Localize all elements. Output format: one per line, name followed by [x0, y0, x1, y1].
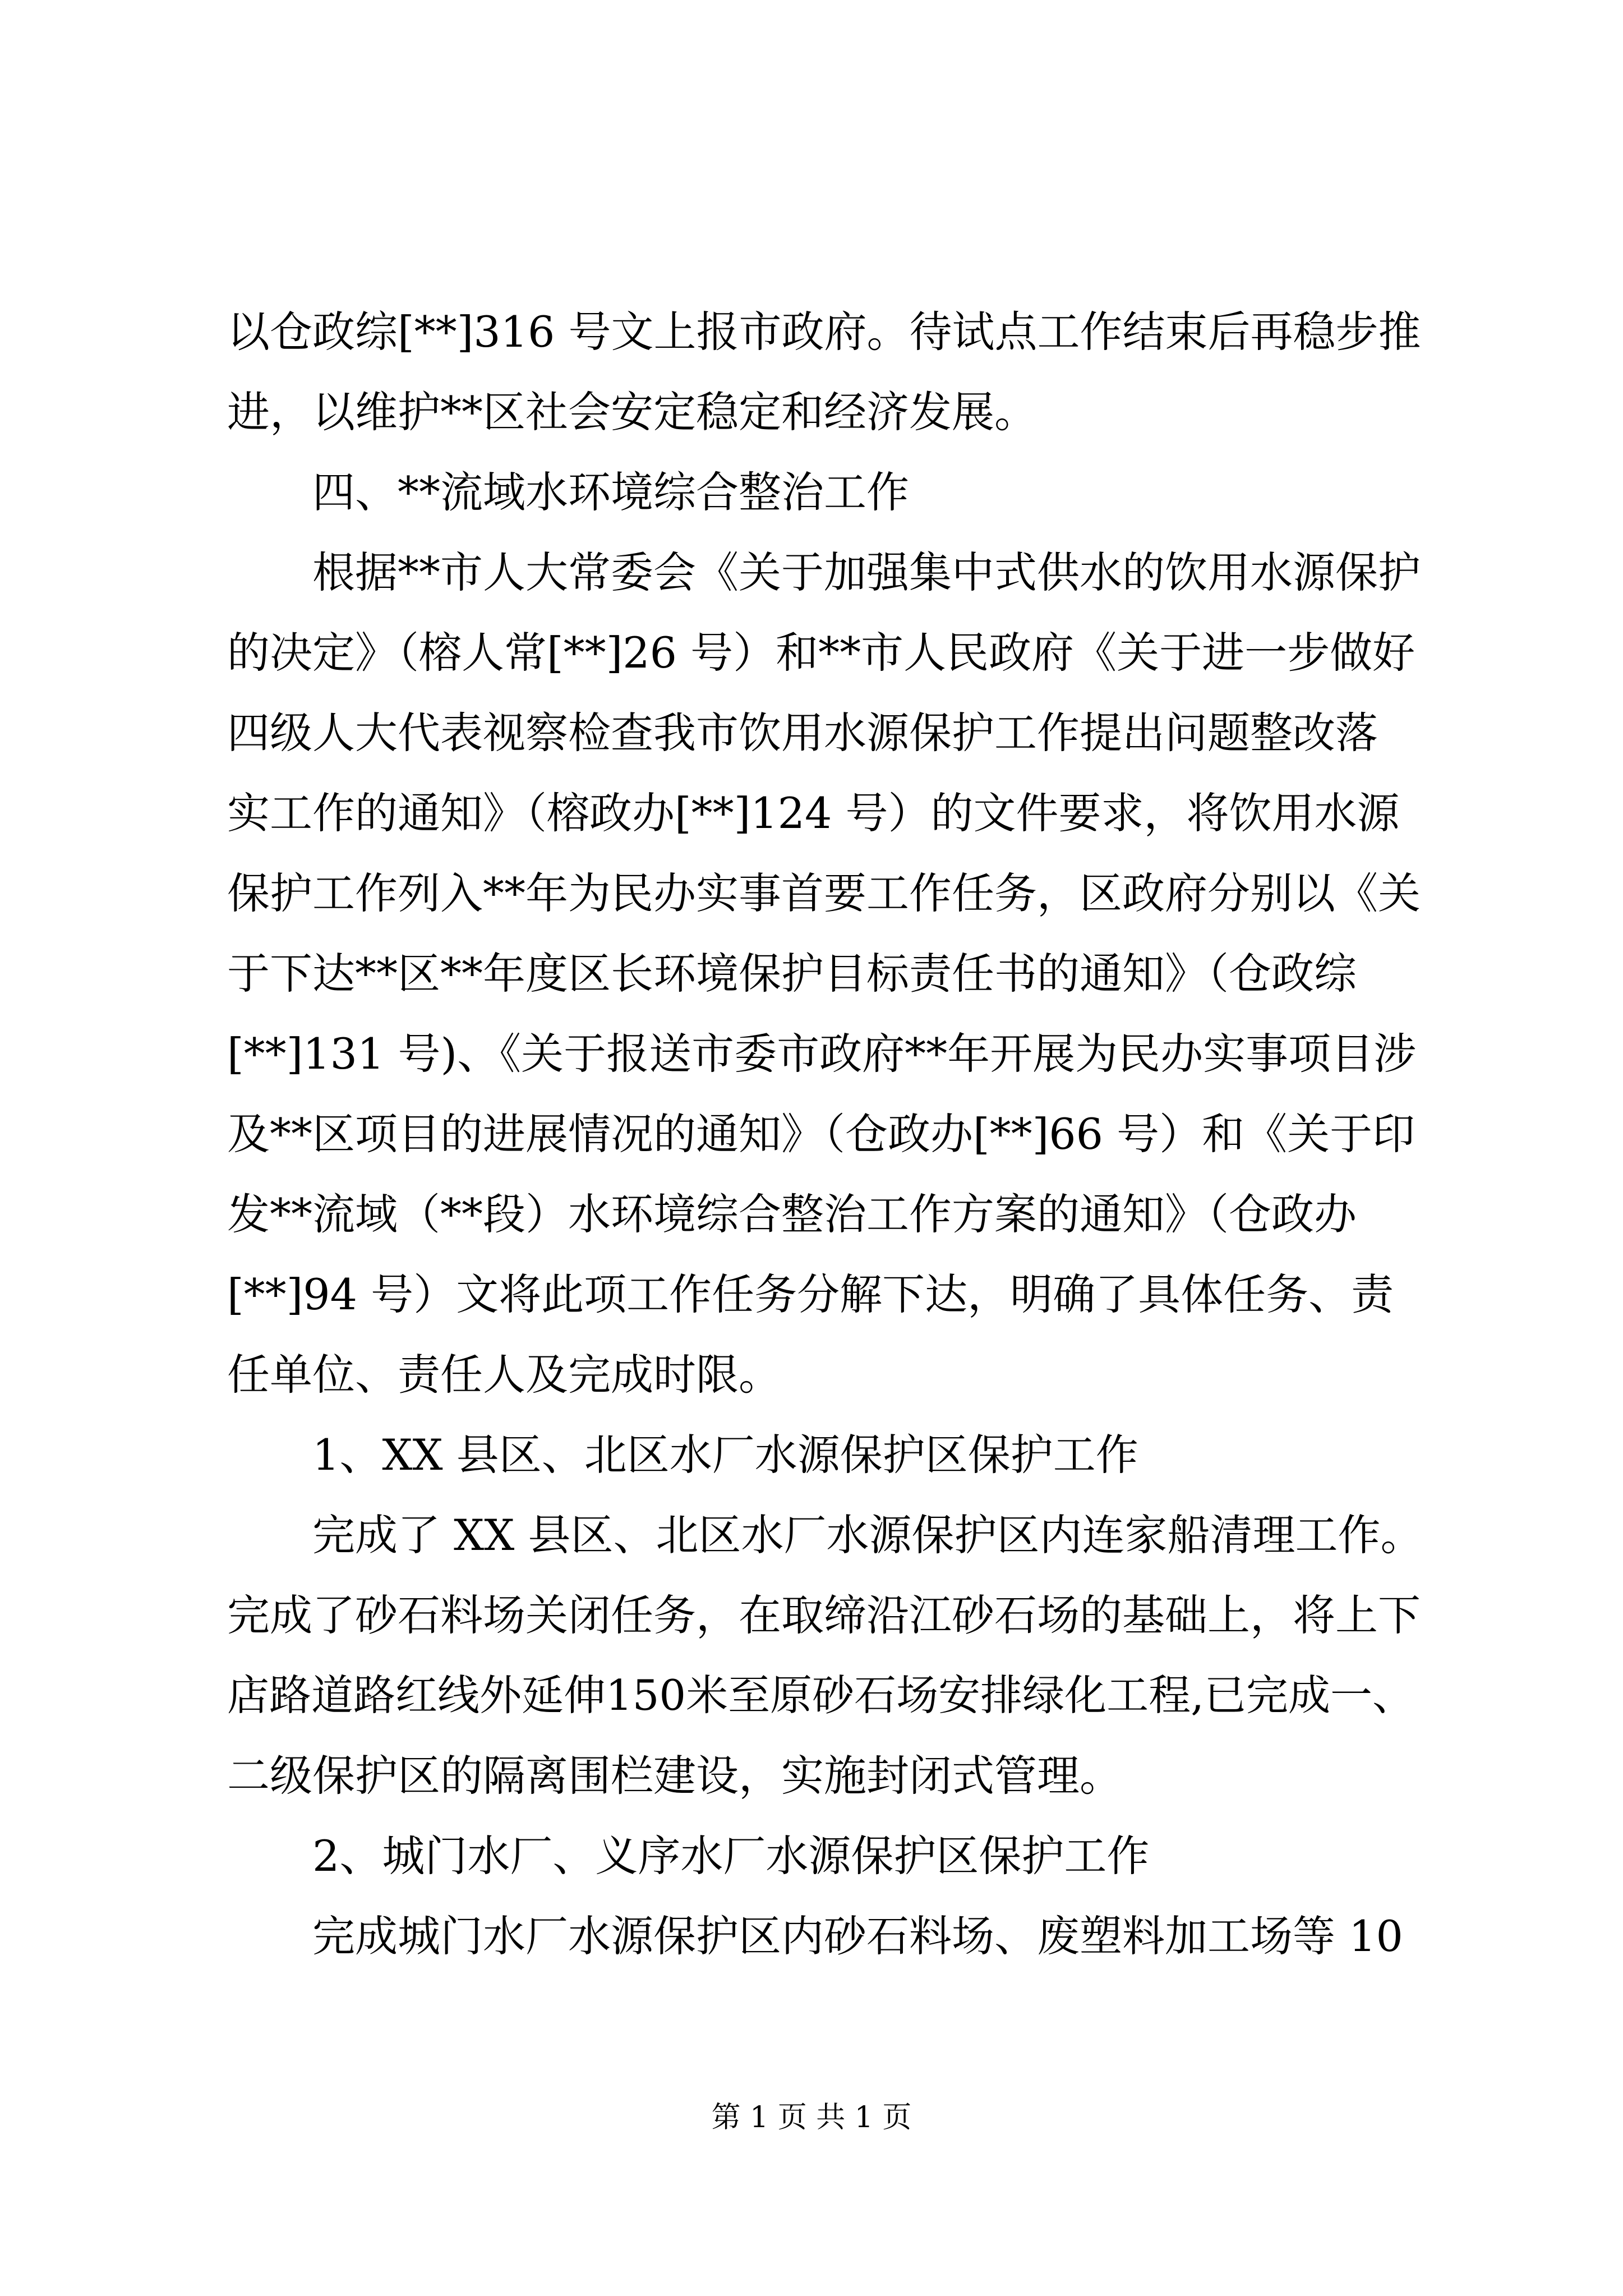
section-heading: 四、**流域水环境综合整治工作	[312, 467, 909, 517]
body-text	[227, 292, 1424, 1976]
text-line: 完成城门水厂水源保护区内砂石料场、废塑料加工场等 10	[312, 1911, 1403, 1961]
text-line: 及**区项目的进展情况的通知》（仓政办[**]66 号）和《关于印	[227, 1109, 1415, 1159]
text-line: 以仓政综[**]316 号文上报市政府。待试点工作结束后再稳步推	[227, 307, 1421, 357]
text-line: 发**流域（**段）水环境综合整治工作方案的通知》（仓政办	[227, 1189, 1357, 1239]
text-line: 于下达**区**年度区长环境保护目标责任书的通知》（仓政综	[227, 949, 1357, 999]
page-footer: 第 1 页 共 1 页	[711, 2101, 912, 2134]
text-line: 任单位、责任人及完成时限。	[227, 1350, 781, 1400]
text-line: [**]94 号）文将此项工作任务分解下达，明确了具体任务、责	[227, 1269, 1394, 1319]
text-line: 完成了砂石料场关闭任务，在取缔沿江砂石场的基础上，将上下	[227, 1590, 1421, 1640]
text-line: 完成了 XX 县区、北区水厂水源保护区内连家船清理工作。	[312, 1510, 1423, 1560]
subsection-heading: 1、XX 县区、北区水厂水源保护区保护工作	[312, 1430, 1138, 1480]
subsection-heading: 2、城门水厂、义序水厂水源保护区保护工作	[312, 1831, 1150, 1881]
text-line: 二级保护区的隔离围栏建设，实施封闭式管理。	[227, 1751, 1122, 1801]
text-line: 四级人大代表视察检查我市饮用水源保护工作提出问题整改落	[227, 708, 1378, 758]
text-line: 的决定》（榕人常[**]26 号）和**市人民政府《关于进一步做好	[227, 628, 1415, 678]
text-line: 店路道路红线外延伸150米至原砂石场安排绿化工程,已完成一、	[227, 1671, 1414, 1720]
text-line: 根据**市人大常委会《关于加强集中式供水的饮用水源保护	[312, 547, 1421, 597]
text-line: 进，以维护**区社会安定稳定和经济发展。	[227, 387, 1037, 437]
text-line: 实工作的通知》（榕政办[**]124 号）的文件要求，将饮用水源	[227, 788, 1400, 838]
text-line: 保护工作列入**年为民办实事首要工作任务，区政府分别以《关	[227, 868, 1421, 918]
text-line: [**]131 号)、《关于报送市委市政府**年开展为民办实事项目涉	[227, 1029, 1417, 1079]
